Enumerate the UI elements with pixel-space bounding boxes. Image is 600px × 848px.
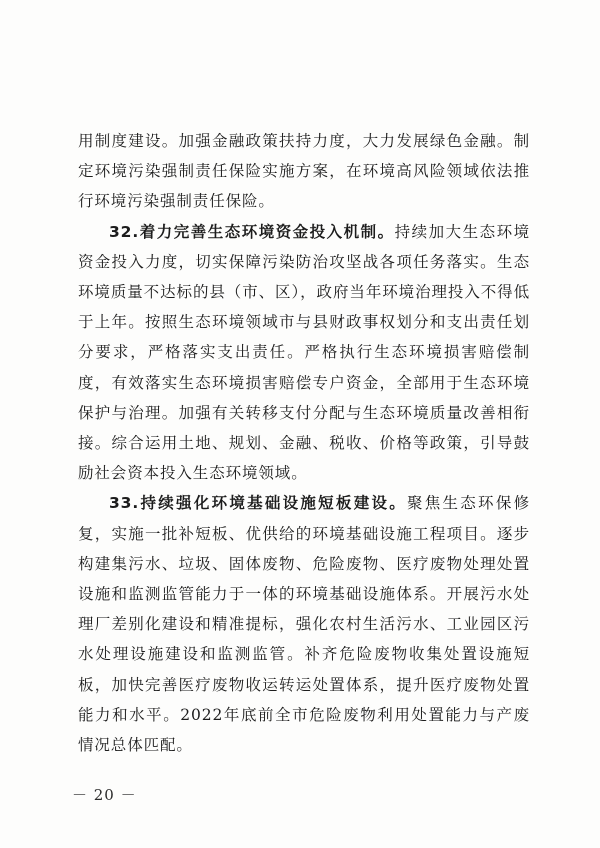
paragraph-text: 聚焦生态环保修复，实施一批补短板、优供给的环境基础设施工程项目。逐步构建集污水、垃圾、固体废物、危险废物、医疗废物处理处置设施和监测监管能力于一体的环境基础设施体系。开展污水处理厂差别化建设和精准提标，强化农村生活污水、工业园区污水处理设施建设和监测监管。补齐危险废物收集处置设施短板，加快完善医疗废物收运转运处置体系，提升医疗废物处置能力和水平。2022年底前全市危险废物利用处置能力与产废情况总体匹配。 xyxy=(78,494,530,755)
paragraph-heading: 33.持续强化环境基础设施短板建设。 xyxy=(109,494,407,513)
paragraph-text: 用制度建设。加强金融政策扶持力度，大力发展绿色金融。制定环境污染强制责任保险实施方案，在环境高风险领域依法推行环境污染强制责任保险。 xyxy=(78,132,530,211)
page-number: － 20 － xyxy=(72,786,137,804)
paragraph-33-infrastructure xyxy=(78,488,530,760)
document-body xyxy=(78,126,530,760)
paragraph-heading: 32.着力完善生态环境资金投入机制。 xyxy=(109,222,395,241)
paragraph-continuation xyxy=(78,126,530,217)
paragraph-32-funding-mechanism xyxy=(78,217,530,489)
paragraph-text: 持续加大生态环境资金投入力度，切实保障污染防治攻坚战各项任务落实。生态环境质量不达标的县（市、区），政府当年环境治理投入不得低于上年。按照生态环境领域市与县财政事权划分和支出责任划分要求，严格落实支出责任。严格执行生态环境损害赔偿制度，有效落实生态环境损害赔偿专户资金，全部用于生态环境保护与治理。加强有关转移支付分配与生态环境质量改善相衔接。综合运用土地、规划、金融、税收、价格等政策，引导鼓励社会资本投入生态环境领域。 xyxy=(78,222,530,483)
